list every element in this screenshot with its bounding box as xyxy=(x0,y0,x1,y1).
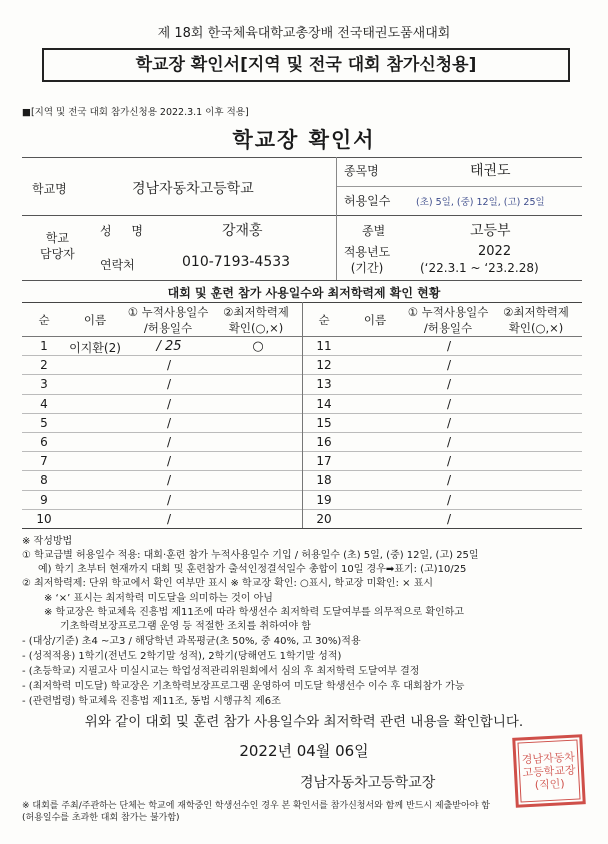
header-min-academic: ②최저학력제 확인(○,×) xyxy=(223,305,289,335)
info-bottom-border xyxy=(22,280,582,281)
school-value: 경남자동차고등학교 xyxy=(132,181,254,197)
note-2b: ※ 학교장은 학교체육 진흥법 제11조에 따라 학생선수 최저학력 도달여부를 의무적으로 확인하고 xyxy=(44,607,464,618)
row-cumulative-days: / xyxy=(446,511,452,526)
document-title: 학교장 확인서 xyxy=(232,128,376,152)
contact-value: 010-7193-4533 xyxy=(182,254,291,270)
row-cumulative-days: / xyxy=(446,358,452,373)
row-cumulative-days: / xyxy=(166,415,172,430)
row-cumulative-days: / xyxy=(446,435,452,449)
category-value: 고등부 xyxy=(470,223,511,239)
row-number: 6 xyxy=(40,435,48,449)
row-cumulative-days: / xyxy=(446,492,452,507)
header-no: 순 xyxy=(318,313,330,327)
row-min-academic-check: ○ xyxy=(252,339,264,354)
row-cumulative-days: / xyxy=(166,454,172,469)
row-cumulative-days: / xyxy=(166,492,172,507)
seal-text: 경남자동차 고등학교장 (직인) xyxy=(517,739,580,802)
row-cumulative-days: / xyxy=(446,415,452,430)
header-min-academic: ②최저학력제 확인(○,×) xyxy=(503,305,569,335)
info-vertical-divider xyxy=(336,157,337,280)
row-cumulative-days: / xyxy=(446,396,452,411)
header-cumulative-days: ① 누적사용일수 /허용일수 xyxy=(127,305,209,335)
section-title: 대회 및 훈련 참가 사용일수와 최저학력제 확인 현황 xyxy=(167,286,441,300)
info-top-border xyxy=(22,157,582,158)
row-cumulative-days: / xyxy=(166,396,172,411)
detail-2: - (성적적용) 1학기(전년도 2학기말 성적), 2학기(당해연도 1학기말 성적) xyxy=(22,651,342,662)
row-cumulative-days: / xyxy=(446,454,452,469)
year-label: 적용년도 (기간) xyxy=(343,245,391,275)
row-cumulative-days: / xyxy=(166,377,172,392)
contact-label: 연락처 xyxy=(100,258,135,272)
row-number: 11 xyxy=(316,339,332,353)
confirmation-statement: 위와 같이 대회 및 훈련 참가 사용일수와 최저학력 관련 내용을 확인합니다. xyxy=(84,714,524,730)
notes-heading: ※ 작성방법 xyxy=(22,536,73,547)
year-period: (‘22.3.1 ~ ‘23.2.28) xyxy=(420,261,539,275)
row-number: 3 xyxy=(40,377,48,392)
teacher-label: 학교 담당자 xyxy=(40,231,75,261)
row-cumulative-days: / xyxy=(446,377,452,392)
row-cumulative-days: / xyxy=(166,358,172,373)
info-right-divider xyxy=(336,186,582,187)
header-no: 순 xyxy=(38,313,50,327)
row-cumulative-days: / xyxy=(166,473,172,488)
note-1b: 예) 학기 초부터 현재까지 대회 및 훈련참가 출석인정결석일수 총합이 10일 경우➡표기: (고)10/25 xyxy=(38,564,467,575)
competition-title: 제 18회 한국체육대학교총장배 전국태권도품새대회 xyxy=(157,26,451,41)
row-number: 1 xyxy=(40,339,48,353)
issue-date: 2022년 04월 06일 xyxy=(239,742,369,760)
detail-1: - (대상/기준) 초4 ~고3 / 해당학년 과목평균(초 50%, 중 40%, 고 30%)적용 xyxy=(22,636,361,647)
row-cumulative-days: / xyxy=(446,339,452,353)
row-number: 12 xyxy=(316,358,332,373)
event-label: 종목명 xyxy=(344,164,379,178)
applicability-note: ■[지역 및 전국 대회 참가신청용 2022.3.1 이후 적용] xyxy=(22,107,249,118)
row-cumulative-days: / xyxy=(166,435,172,449)
principal-signature-line: 경남자동차고등학교장 xyxy=(300,775,436,791)
header-cumulative-days: ① 누적사용일수 /허용일수 xyxy=(407,305,489,335)
header-name: 이름 xyxy=(83,313,107,327)
note-2c: 기초학력보장프로그램 운영 등 적절한 조치를 취하여야 함 xyxy=(60,621,311,632)
row-cumulative-days: / xyxy=(446,473,452,488)
detail-4: - (최저학력 미도달) 학교장은 기초학력보장프로그램 운영하여 미도달 학생선수 이수 후 대회참가 가능 xyxy=(22,681,465,692)
detail-3: - (초등학교) 지필고사 미실시교는 학업성적관리위원회에서 심의 후 최저학력 도달여부 결정 xyxy=(22,666,420,677)
note-2a: ※ ‘×’ 표시는 최저학력 미도달을 의미하는 것이 아님 xyxy=(44,593,273,604)
row-number: 5 xyxy=(40,415,48,430)
row-number: 19 xyxy=(316,492,332,507)
row-number: 9 xyxy=(40,492,48,507)
row-student-name: 이지환(2) xyxy=(69,341,121,355)
allowed-days-value: (초) 5일, (중) 12일, (고) 25일 xyxy=(416,197,545,208)
form-banner-title: 학교장 확인서[지역 및 전국 대회 참가신청용] xyxy=(42,48,570,82)
detail-5: - (관련법령) 학교체육 진흥법 제11조, 동법 시행규칙 제6조 xyxy=(22,696,281,707)
table-bottom-border xyxy=(22,528,582,529)
row-number: 17 xyxy=(316,454,332,469)
row-number: 4 xyxy=(40,396,48,411)
status-table xyxy=(22,302,582,528)
row-number: 13 xyxy=(316,377,332,392)
header-name: 이름 xyxy=(363,313,387,327)
row-number: 2 xyxy=(40,358,48,373)
allowed-days-label: 허용일수 xyxy=(344,194,391,208)
row-number: 14 xyxy=(316,396,332,411)
row-number: 18 xyxy=(316,473,332,488)
name-value: 강재홍 xyxy=(222,223,263,239)
row-number: 20 xyxy=(316,511,332,526)
row-cumulative-days: / 25 xyxy=(156,339,182,354)
row-number: 10 xyxy=(36,511,52,526)
note-2: ② 최저학력제: 단위 학교에서 확인 여부만 표시 ※ 학교장 확인: ○표시, 학교장 미확인: × 표시 xyxy=(22,578,434,589)
year-value: 2022 xyxy=(478,244,512,259)
school-label: 학교명 xyxy=(32,182,67,196)
row-number: 15 xyxy=(316,415,332,430)
note-1a: ① 학교급별 허용일수 적용: 대회·훈련 참가 누적사용일수 기입 / 허용일수 (초) 5일, (중) 12일, (고) 25일 xyxy=(22,550,479,561)
row-number: 16 xyxy=(316,435,332,449)
row-number: 8 xyxy=(40,473,48,488)
info-divider-1 xyxy=(22,215,582,216)
footer-note: ※ 대회를 주최/주관하는 단체는 학교에 재학중인 학생선수인 경우 본 확인서를 참가신청서와 함께 반드시 제출받아야 함 (허용일수를 초과한 대회 참가는 불가함) xyxy=(22,801,490,823)
school-seal-stamp xyxy=(512,734,586,808)
event-value: 태권도 xyxy=(470,163,511,179)
name-label: 성 명 xyxy=(100,224,151,238)
row-cumulative-days: / xyxy=(166,511,172,526)
row-number: 7 xyxy=(40,454,48,469)
category-label: 종별 xyxy=(362,224,386,238)
